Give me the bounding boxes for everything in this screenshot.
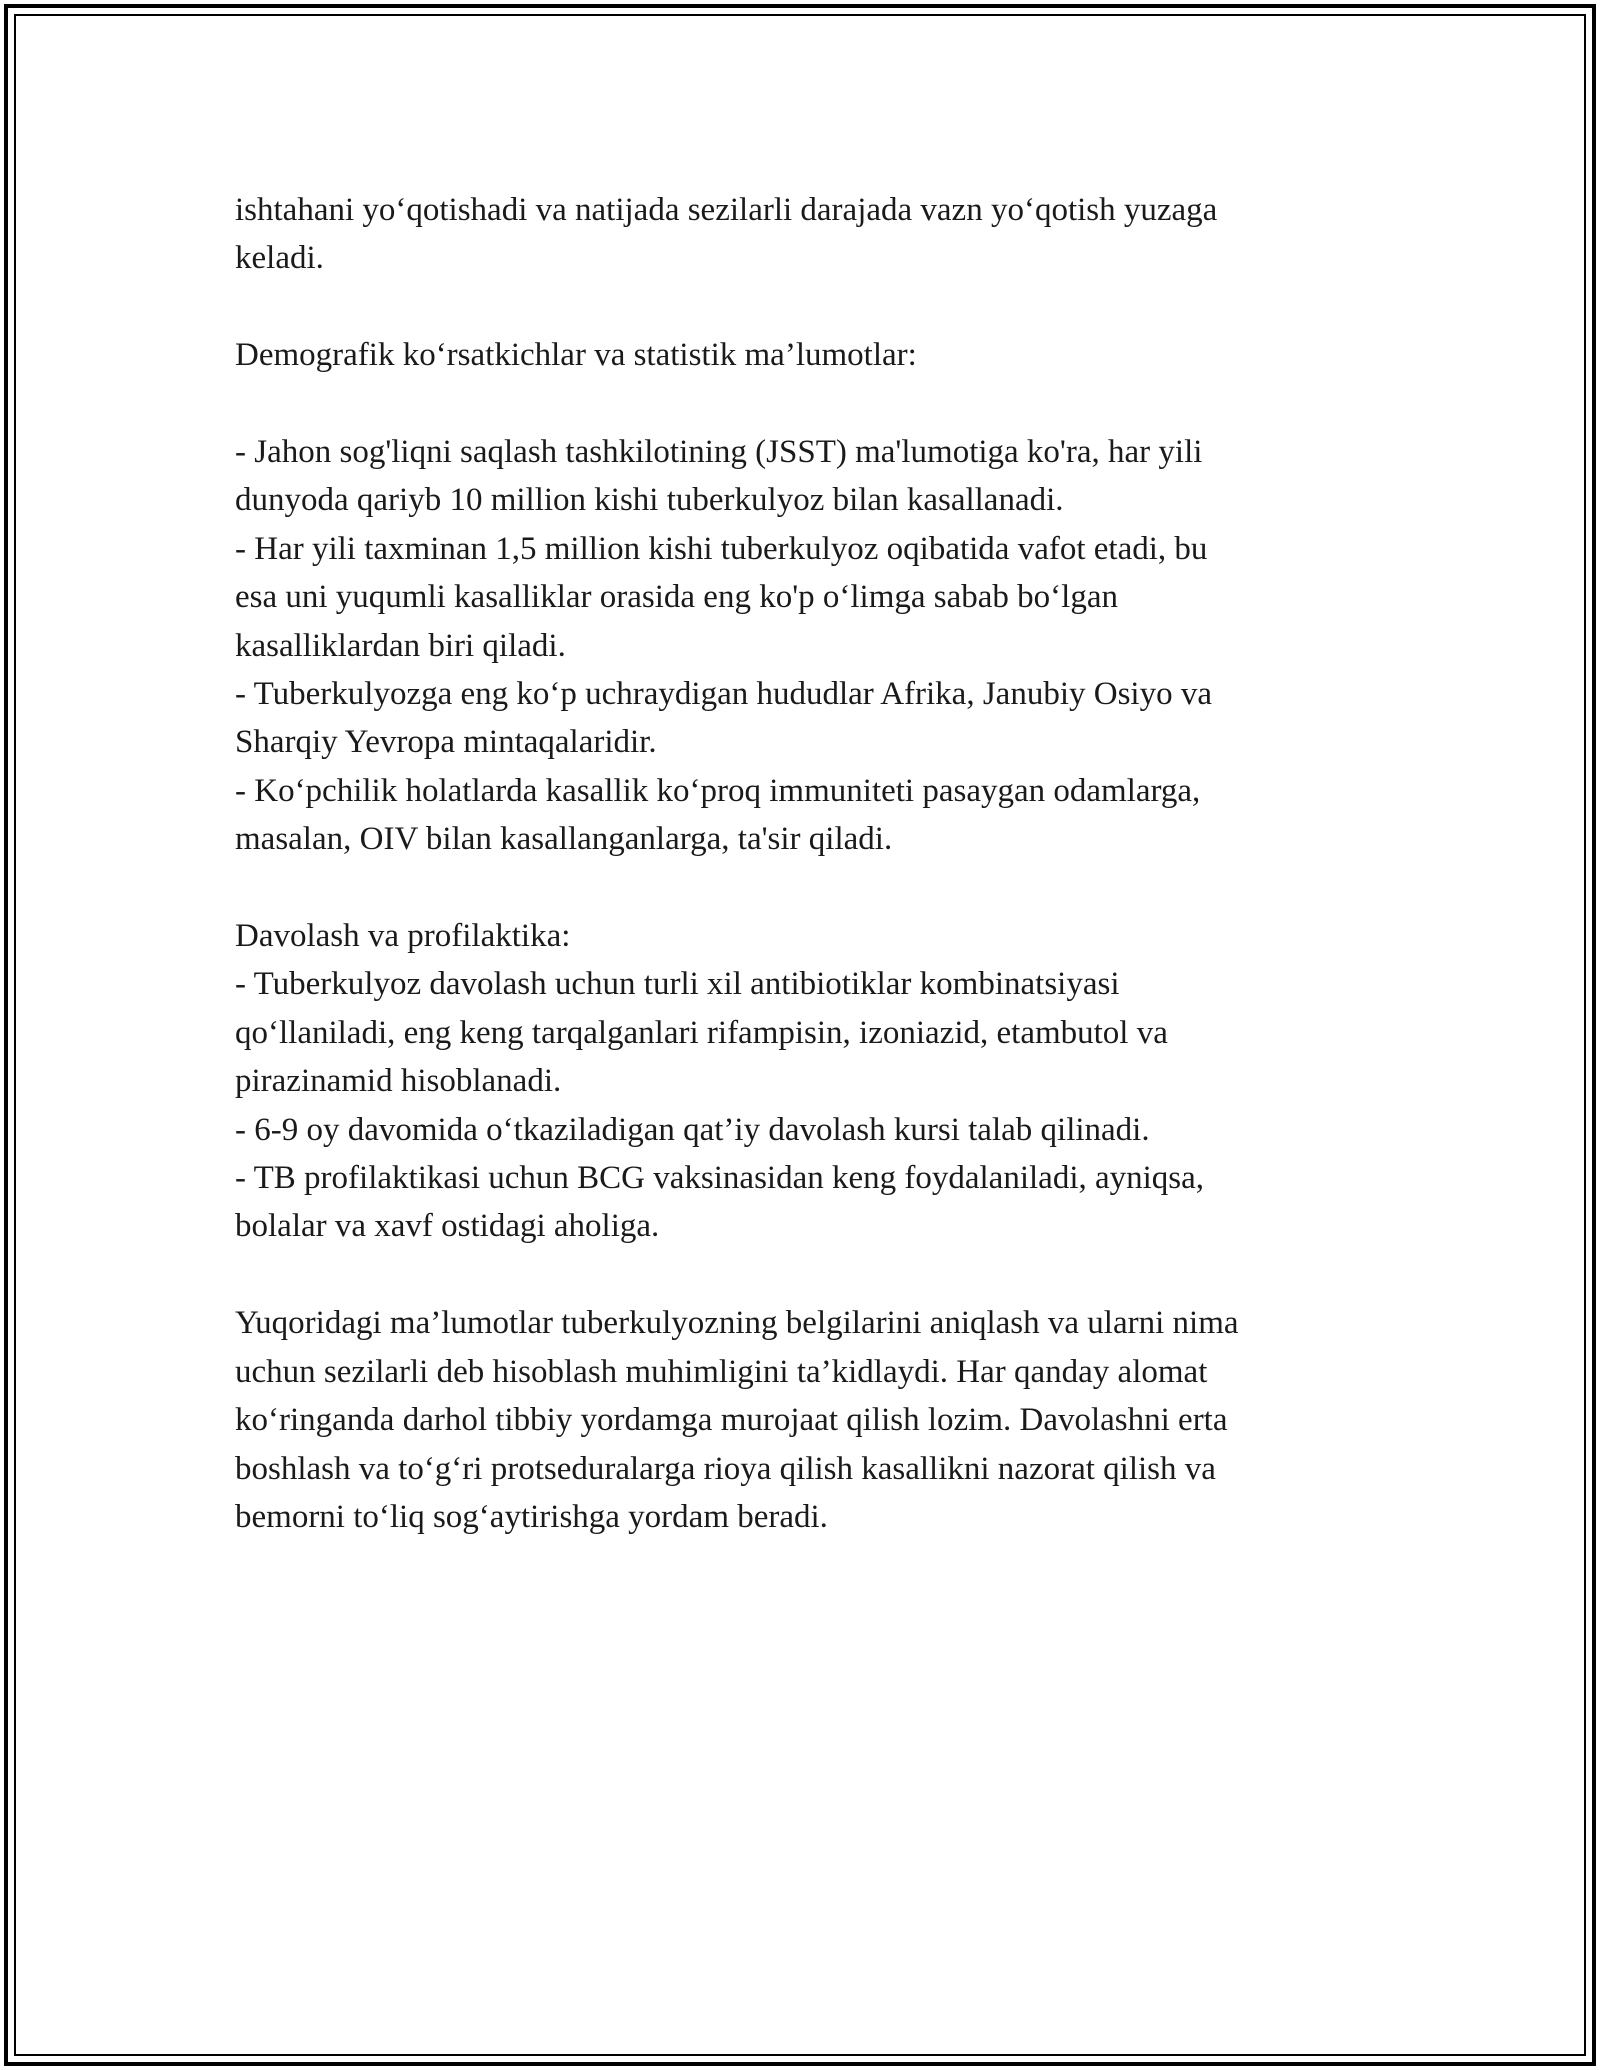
text-line: - Ko‘pchilik holatlarda kasallik ko‘proq immuniteti pasaygan odamlarga, (235, 772, 1201, 809)
paragraph-gap (235, 283, 1375, 331)
text-line: uchun sezilarli deb hisoblash muhimligini ta’kidlaydi. Har qanday alomat (235, 1353, 1208, 1390)
text-line: keladi. (235, 240, 324, 277)
conclusion-paragraph (235, 1299, 1375, 1541)
text-line: - Jahon sog'liqni saqlash tashkilotining (JSST) ma'lumotiga ko'ra, har yili (235, 434, 1203, 470)
text-line: - 6-9 oy davomida o‘tkaziladigan qat’iy davolash kursi talab qilinadi. (235, 1111, 1150, 1148)
text-line: - Tuberkulyoz davolash uchun turli xil antibiotiklar kombinatsiyasi (235, 966, 1120, 1003)
text-line: dunyoda qariyb 10 million kishi tuberkulyoz bilan kasallanadi. (235, 482, 1064, 519)
text-line: Yuqoridagi ma’lumotlar tuberkulyozning belgilarini aniqlash va ularni nima (235, 1305, 1239, 1342)
text-line: - Tuberkulyozga eng ko‘p uchraydigan hududlar Afrika, Janubiy Osiyo va (235, 676, 1212, 713)
text-line: - Har yili taxminan 1,5 million kishi tuberkulyoz oqibatida vafot etadi, bu (235, 530, 1208, 567)
paragraph-gap (235, 380, 1375, 428)
text-line: masalan, OIV bilan kasallanganlarga, ta'sir qiladi. (235, 821, 893, 858)
text-line: bemorni to‘liq sog‘aytirishga yordam beradi. (235, 1498, 828, 1535)
text-line: boshlash va to‘g‘ri protseduralarga rioya qilish kasallikni nazorat qilish va (235, 1450, 1216, 1487)
section-heading: Davolash va profilaktika: (235, 918, 571, 955)
text-line: - TB profilaktikasi uchun BCG vaksinasidan keng foydalaniladi, ayniqsa, (235, 1160, 1205, 1197)
text-line: pirazinamid hisoblanadi. (235, 1063, 562, 1100)
paragraph-gap (235, 1251, 1375, 1299)
demographics-section (235, 331, 1375, 863)
text-line: esa uni yuqumli kasalliklar orasida eng ko'p o‘limga sabab bo‘lgan (235, 579, 1118, 616)
text-line: qo‘llaniladi, eng keng tarqalganlari rifampisin, izoniazid, etambutol va (235, 1014, 1168, 1051)
intro-paragraph (235, 186, 1375, 283)
paragraph-gap (235, 864, 1375, 912)
text-line: ko‘ringanda darhol tibbiy yordamga murojaat qilish lozim. Davolashni erta (235, 1402, 1228, 1439)
text-line: ishtahani yo‘qotishadi va natijada sezilarli darajada vazn yo‘qotish yuzaga (235, 192, 1218, 228)
document-body (235, 186, 1375, 1541)
text-line: Sharqiy Yevropa mintaqalaridir. (235, 724, 657, 761)
treatment-section (235, 912, 1375, 1251)
text-line: kasalliklardan biri qiladi. (235, 627, 566, 664)
text-line: bolalar va xavf ostidagi aholiga. (235, 1208, 660, 1245)
section-heading: Demografik ko‘rsatkichlar va statistik ma’lumotlar: (235, 337, 917, 374)
